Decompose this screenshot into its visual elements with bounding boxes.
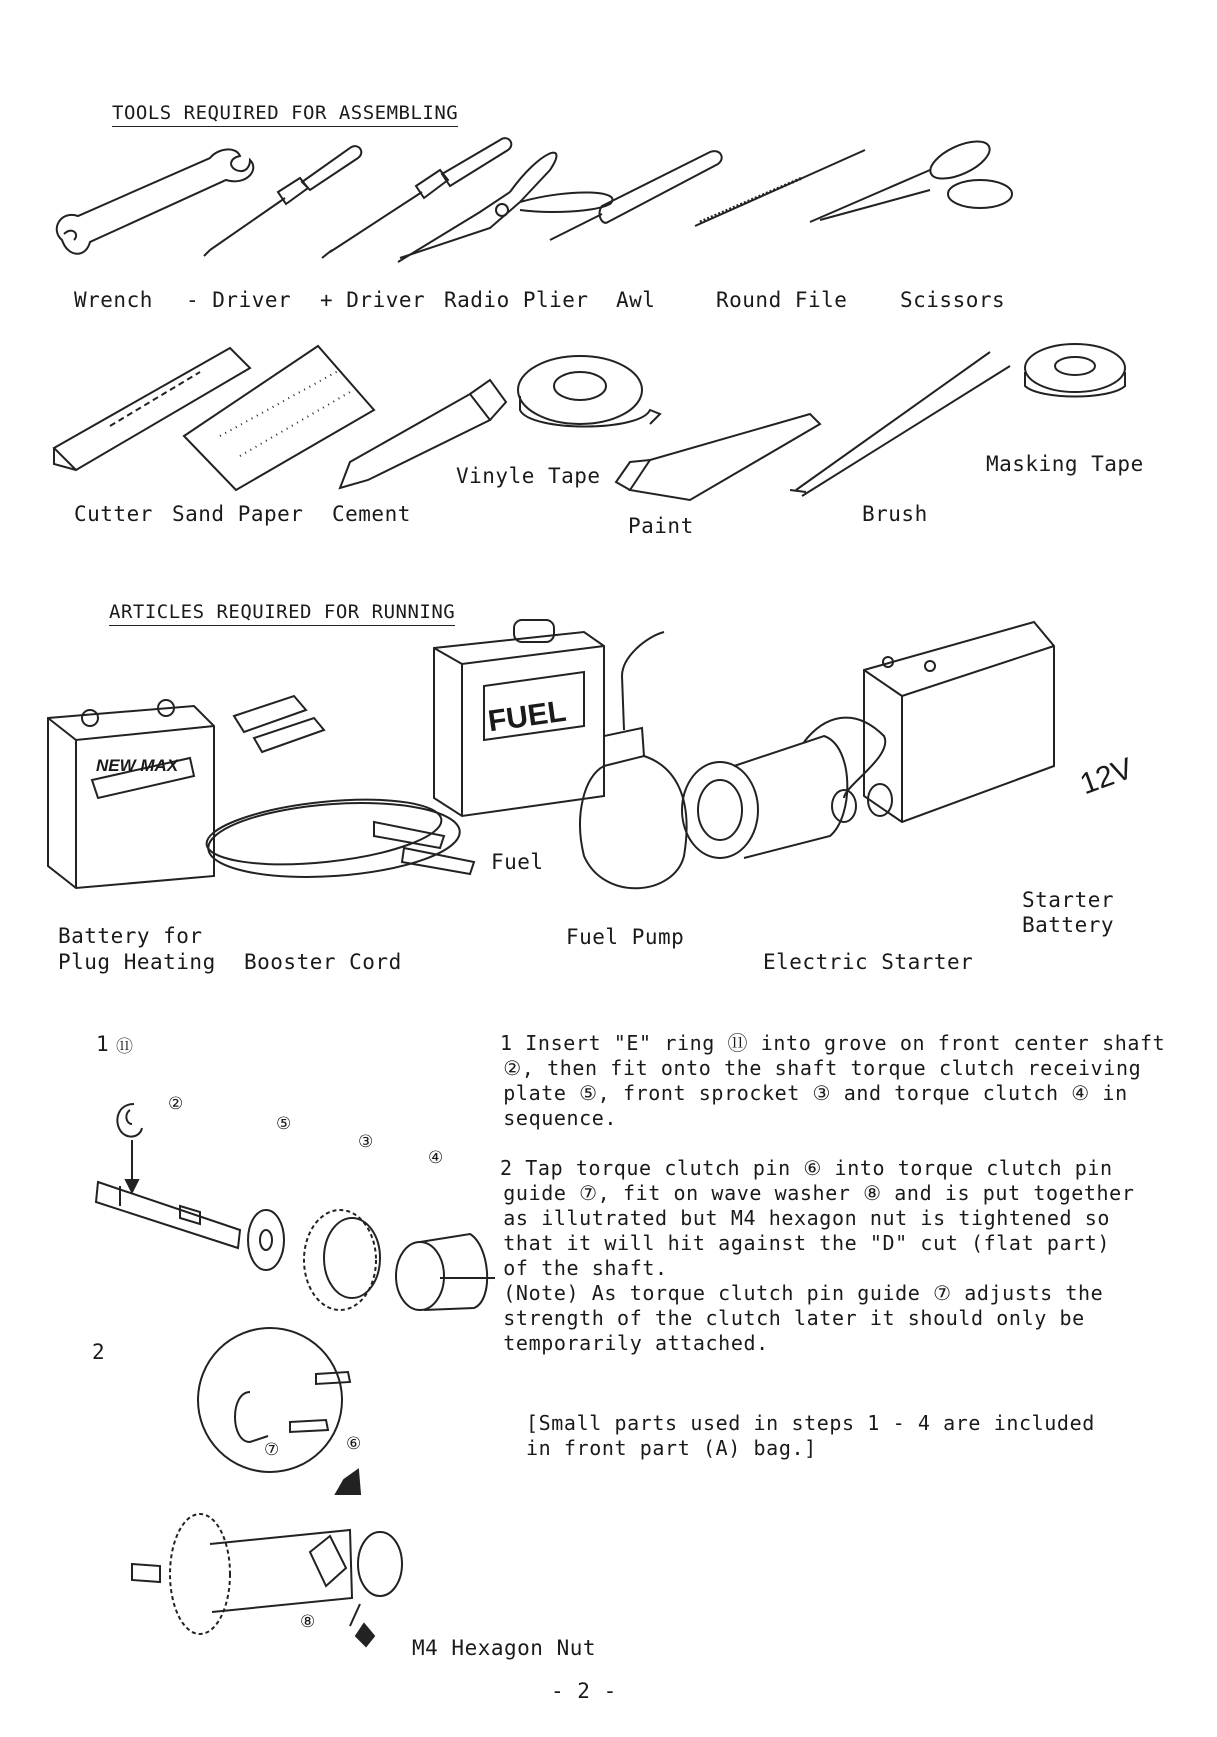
step-1-text [478,1031,1166,1131]
figure-1-exploded-view [90,1080,500,1310]
tool-label-brush: Brush [862,502,928,526]
center-shaft-icon [96,1182,240,1248]
phillips-driver-icon [322,138,511,258]
hexagon-nut-icon [350,1604,374,1646]
m4-nut-label: M4 Hexagon Nut [412,1636,597,1660]
starter-battery-text: 12V [1075,751,1138,802]
small-parts-note [502,1411,1095,1461]
front-sprocket-icon [304,1210,380,1310]
radio-plier-icon [398,153,613,262]
callout-front-sprocket: ③ [358,1132,374,1152]
wrench-icon [57,149,254,253]
fuel-pump-icon [580,632,687,888]
starter-battery-icon [864,622,1054,822]
flat-driver-icon [204,146,361,256]
step-2-line: temporarily attached. [478,1331,769,1355]
step-2-line: guide ⑦, fit on wave washer ⑧ and is put together [478,1181,1135,1205]
articles-heading: ARTICLES REQUIRED FOR RUNNING [109,601,455,626]
clutch-assembly-icon [132,1514,402,1634]
step-1-line: ②, then fit onto the shaft torque clutch receiving [478,1056,1142,1080]
step-2-line: strength of the clutch later it should only be [478,1306,1085,1330]
note-line: [Small parts used in steps 1 - 4 are included [526,1411,1095,1435]
tools-illustration [50,130,1130,280]
vinyl-tape-icon [518,356,660,427]
detail-magnifier-icon [198,1328,350,1472]
step-2-line: as illutrated but M4 hexagon nut is tightened so [478,1206,1111,1230]
tool-label-paint: Paint [628,514,694,538]
tool-label-flat-driver: - Driver [186,288,292,312]
tool-label-round-file: Round File [716,288,848,312]
step-1-line: sequence. [478,1106,618,1130]
figure-2-label: 2 [92,1340,106,1364]
step-1-line: plate ⑤, front sprocket ③ and torque clutch ④ in [478,1081,1128,1105]
scissors-icon [810,134,1012,222]
callout-clutch-pin: ⑥ [346,1434,362,1454]
receiving-plate-icon [248,1210,284,1270]
tool-label-awl: Awl [616,288,656,312]
down-arrow-icon [336,1470,360,1494]
article-label-battery-line1: Battery for [58,924,203,948]
article-label-booster-cord: Booster Cord [244,950,402,974]
step-2-line: that it will hit against the "D" cut (flat part) [478,1231,1111,1255]
article-label-starter-battery-line1: Starter [1022,888,1115,912]
tool-label-sand-paper: Sand Paper [172,502,304,526]
electric-starter-icon [682,718,892,858]
callout-wave-washer: ⑧ [300,1612,316,1632]
tool-label-wrench: Wrench [74,288,153,312]
note-line: in front part (A) bag.] [526,1436,817,1460]
step-2-line: of the shaft. [478,1256,668,1280]
tool-label-phillips-driver: + Driver [320,288,426,312]
cutter-icon [54,348,250,470]
sand-paper-icon [184,346,374,490]
articles-illustration [44,626,1174,936]
callout-e-ring: ⑪ [116,1037,133,1057]
brush-icon [790,352,1010,496]
tools-illustration-row2 [50,340,1150,520]
tools-heading: TOOLS REQUIRED FOR ASSEMBLING [112,102,458,127]
tool-label-radio-plier: Radio Plier [444,288,589,312]
tool-label-scissors: Scissors [900,288,1006,312]
masking-tape-icon [1025,344,1125,397]
callout-pin-guide: ⑦ [264,1440,280,1460]
tool-label-cement: Cement [332,502,411,526]
e-ring-icon [117,1104,142,1137]
step-2-line: 2 Tap torque clutch pin ⑥ into torque clutch pin [500,1156,1113,1180]
step-1-line: 1 Insert "E" ring ⑪ into grove on front center shaft [500,1031,1166,1055]
article-label-fuel-pump: Fuel Pump [566,925,685,949]
step-2-line: (Note) As torque clutch pin guide ⑦ adjusts the [478,1281,1104,1305]
battery-brand-text: NEW MAX [96,756,179,775]
step-2-text [478,1156,1135,1356]
article-label-electric-starter: Electric Starter [763,950,974,974]
figure-2-assembly-view [140,1330,440,1660]
tool-label-cutter: Cutter [74,502,153,526]
article-label-fuel: Fuel [491,850,544,874]
page-number: - 2 - [551,1679,617,1703]
tool-label-vinyl-tape: Vinyle Tape [456,464,601,488]
fuel-can-text: FUEL [486,694,569,739]
torque-clutch-icon [396,1234,487,1310]
tool-label-masking-tape: Masking Tape [986,452,1144,476]
paint-tube-icon [616,414,820,500]
callout-center-shaft: ② [168,1094,184,1114]
figure-1-label: 1 [96,1032,110,1056]
article-label-battery-line2: Plug Heating [58,950,216,974]
plug-battery-icon [48,700,214,888]
article-label-starter-battery-line2: Battery [1022,913,1115,937]
callout-torque-clutch: ④ [428,1148,444,1168]
callout-receiving-plate: ⑤ [276,1114,292,1134]
